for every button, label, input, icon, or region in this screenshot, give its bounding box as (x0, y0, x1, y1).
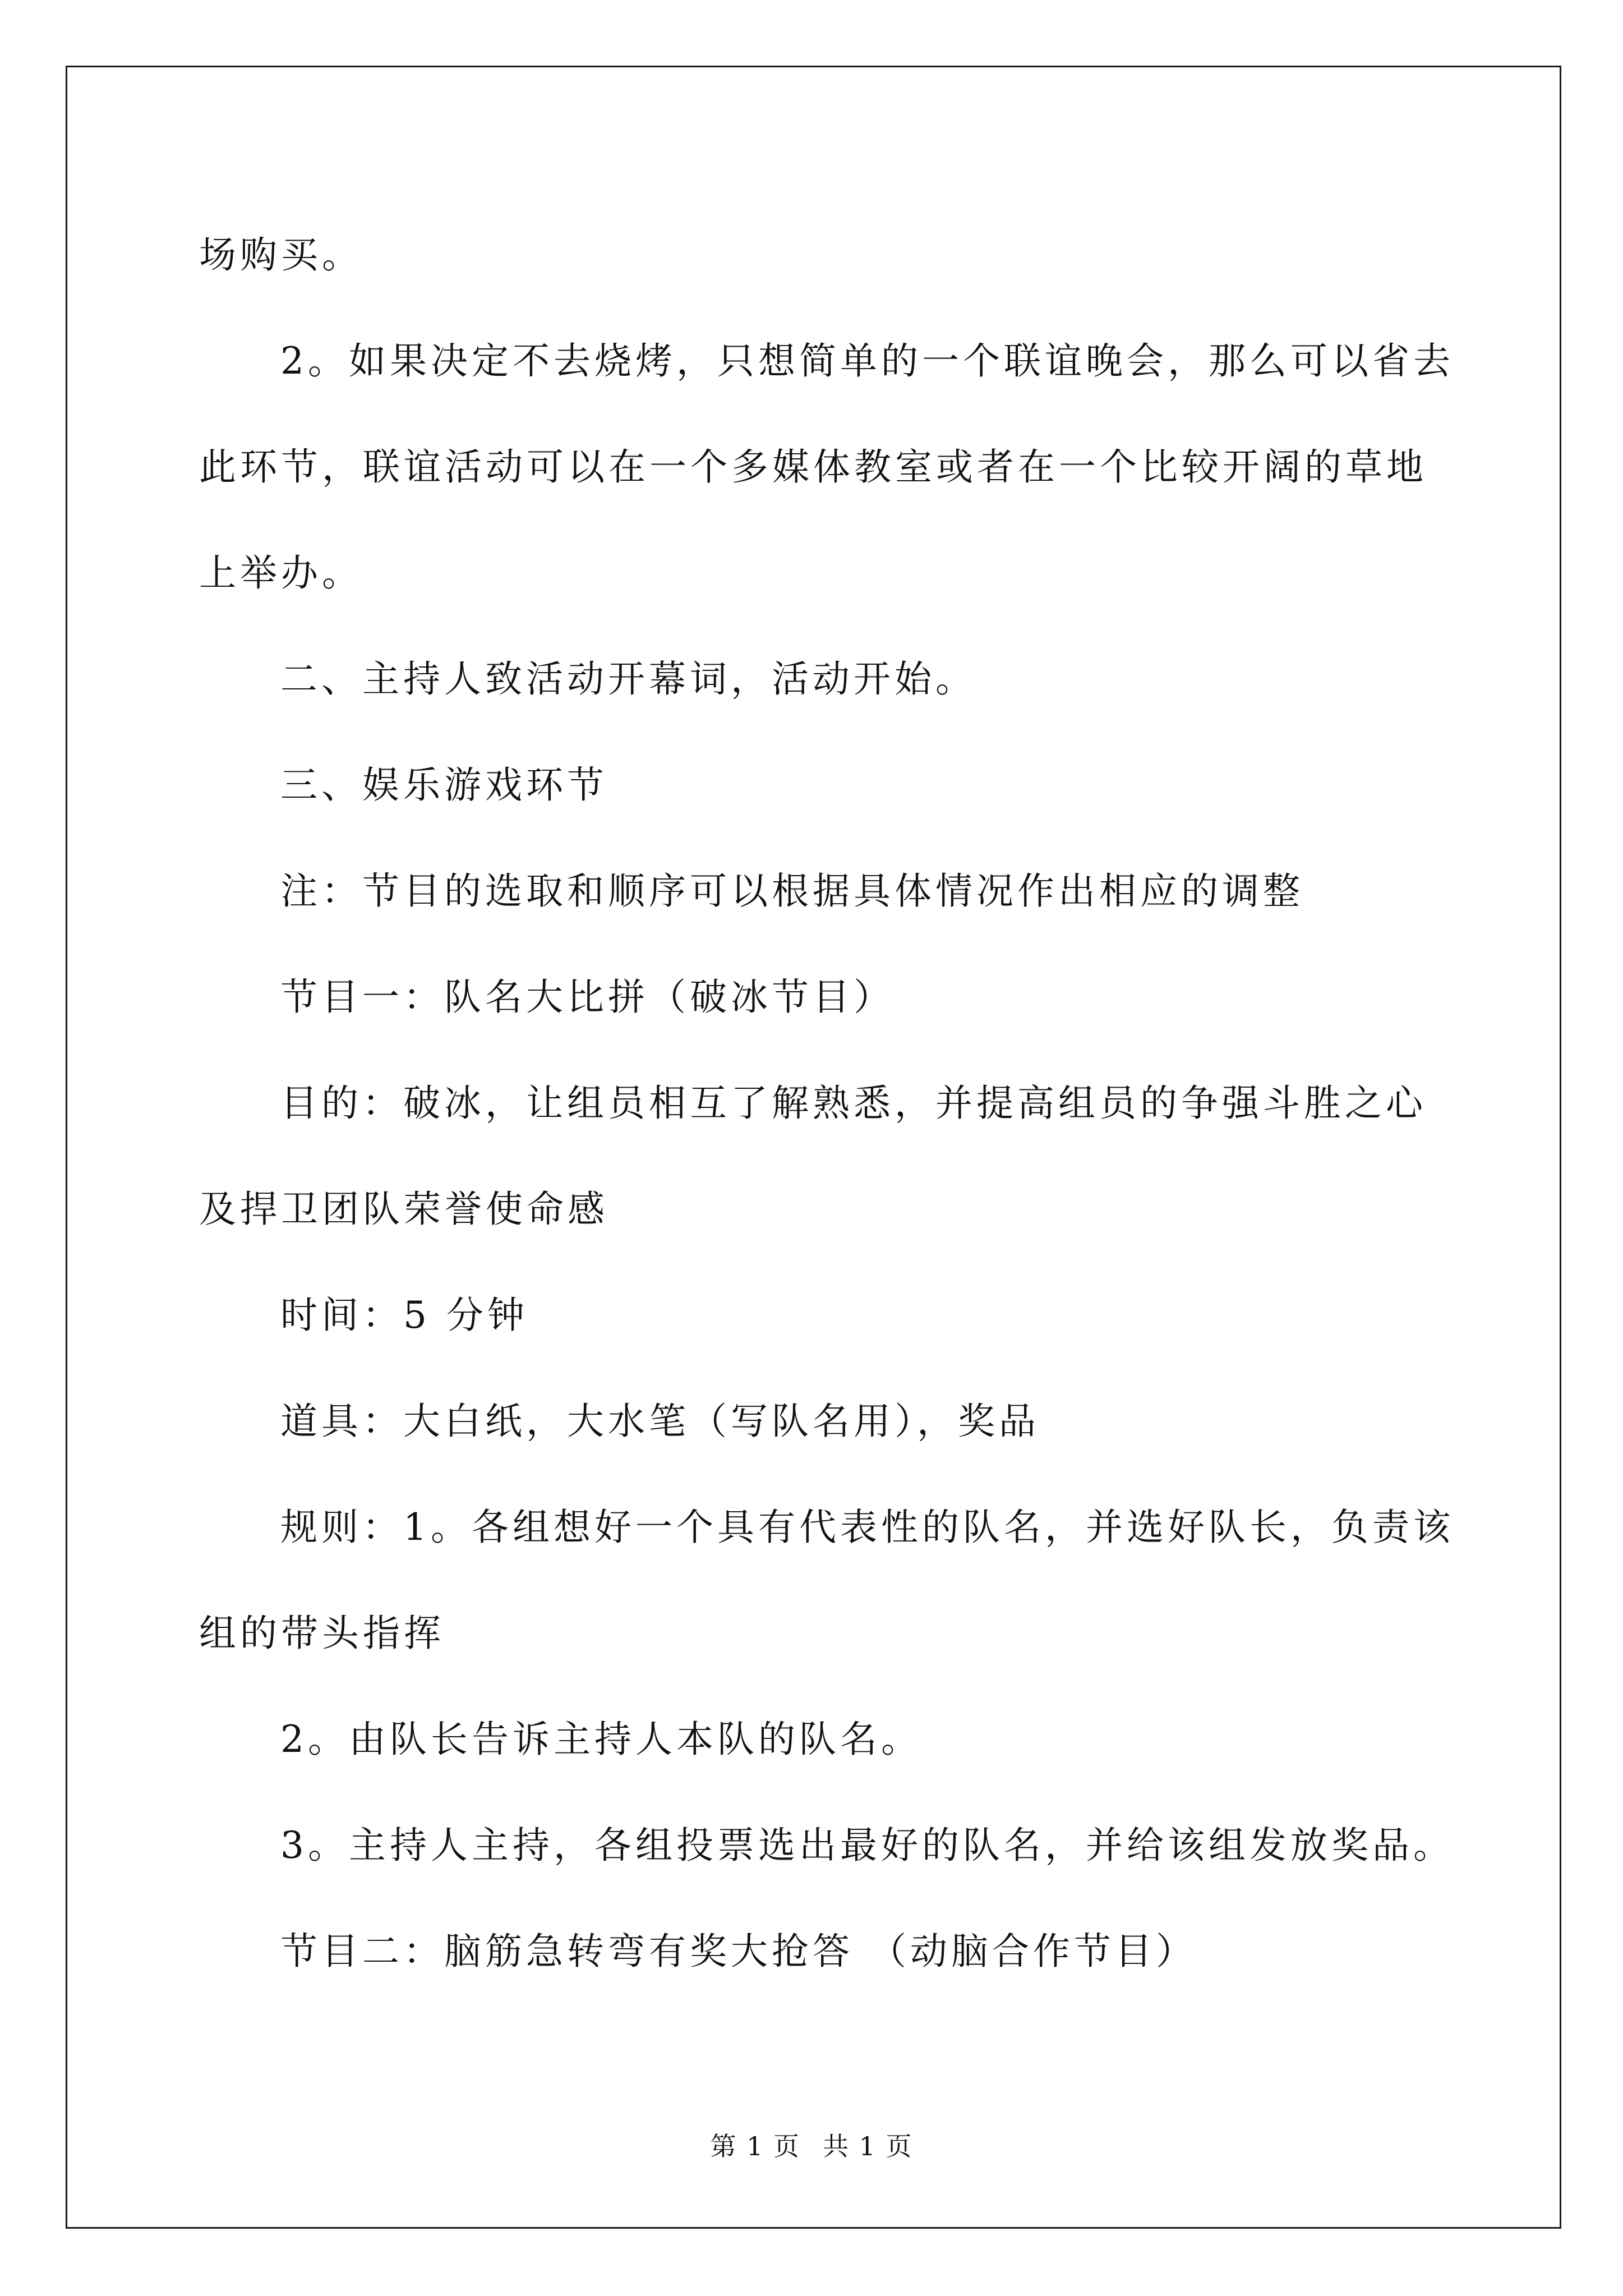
paragraph-line: 此环节，联谊活动可以在一个多媒体教室或者在一个比较开阔的草地 (199, 445, 1427, 489)
program-title: 节目二：脑筋急转弯有奖大抢答 （动脑合作节目） (280, 1930, 1197, 1973)
document-body (199, 202, 1489, 2004)
program-title: 节目一：队名大比拼（破冰节目） (280, 976, 895, 1019)
paragraph-line: 道具：大白纸，大水笔（写队名用），奖品 (280, 1400, 1040, 1443)
paragraph-line: 及捍卫团队荣誉使命感 (199, 1188, 608, 1231)
paragraph-line: 规则：1。各组想好一个具有代表性的队名，并选好队长，负责该 (280, 1506, 1454, 1549)
paragraph-line: 时间：5 分钟 (280, 1294, 528, 1337)
page-number-total: 共 1 页 (823, 2131, 913, 2161)
paragraph-line: 场购买。 (199, 233, 363, 277)
section-heading: 二、主持人致活动开幕词，活动开始。 (280, 657, 976, 701)
paragraph-line: 2。如果决定不去烧烤，只想简单的一个联谊晚会，那么可以省去 (280, 339, 1454, 383)
paragraph-line: 上举办。 (199, 551, 363, 595)
note-line: 注：节目的选取和顺序可以根据具体情况作出相应的调整 (280, 869, 1304, 913)
page-number-current: 第 1 页 (710, 2131, 800, 2161)
paragraph-line: 2。由队长告诉主持人本队的队名。 (280, 1718, 922, 1761)
section-heading: 三、娱乐游戏环节 (280, 763, 608, 807)
paragraph-line: 组的带头指挥 (199, 1612, 445, 1655)
page-footer (0, 2126, 1623, 2163)
paragraph-line: 目的：破冰，让组员相互了解熟悉，并提高组员的争强斗胜之心 (280, 1082, 1427, 1125)
paragraph-line: 3。主持人主持，各组投票选出最好的队名，并给该组发放奖品。 (280, 1824, 1454, 1867)
